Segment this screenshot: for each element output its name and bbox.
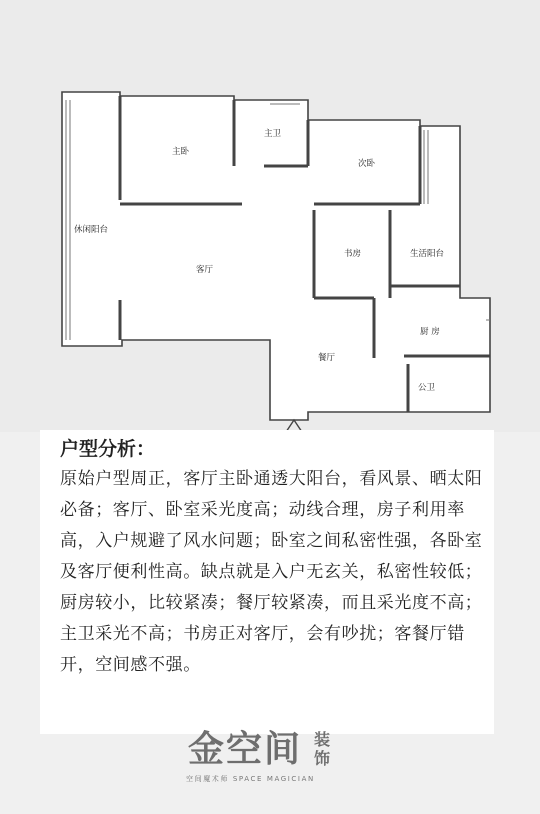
analysis-body: 原始户型周正，客厅主卧通透大阳台，看风景、晒太阳必备；客厅、卧室采光度高；动线合理，房子利用率高，入户规避了风水问题；卧室之间私密性强，各卧室及客厅便利性高。缺点就是入户无玄关，私密性较低；厨房较小，比较紧凑；餐厅较紧凑，而且采光度不高；主卫采光不高；书房正对客厅，会有吵扰；客餐厅错开，空间感不强。 xyxy=(60,469,483,675)
room-master-bath: 主卫 xyxy=(264,129,282,139)
brand-tagline: 空间魔术师 SPACE MAGICIAN xyxy=(186,775,315,783)
room-second-bedroom: 次卧 xyxy=(358,159,376,169)
room-leisure-balcony: 休闲阳台 xyxy=(74,225,109,235)
room-public-bath: 公卫 xyxy=(418,383,436,393)
analysis-panel xyxy=(40,430,494,734)
room-kitchen: 厨 房 xyxy=(420,327,440,337)
room-dining: 餐厅 xyxy=(318,353,336,363)
brand-logo-side: 装饰 xyxy=(314,730,331,768)
brand-logo-main: 金空间 xyxy=(188,729,303,770)
room-service-balcony: 生活阳台 xyxy=(410,249,445,259)
room-study: 书房 xyxy=(344,249,362,259)
room-master-bedroom: 主卧 xyxy=(172,147,190,157)
analysis-title: 户型分析： xyxy=(60,438,156,460)
brand-logo xyxy=(180,728,380,788)
room-living: 客厅 xyxy=(196,265,214,275)
